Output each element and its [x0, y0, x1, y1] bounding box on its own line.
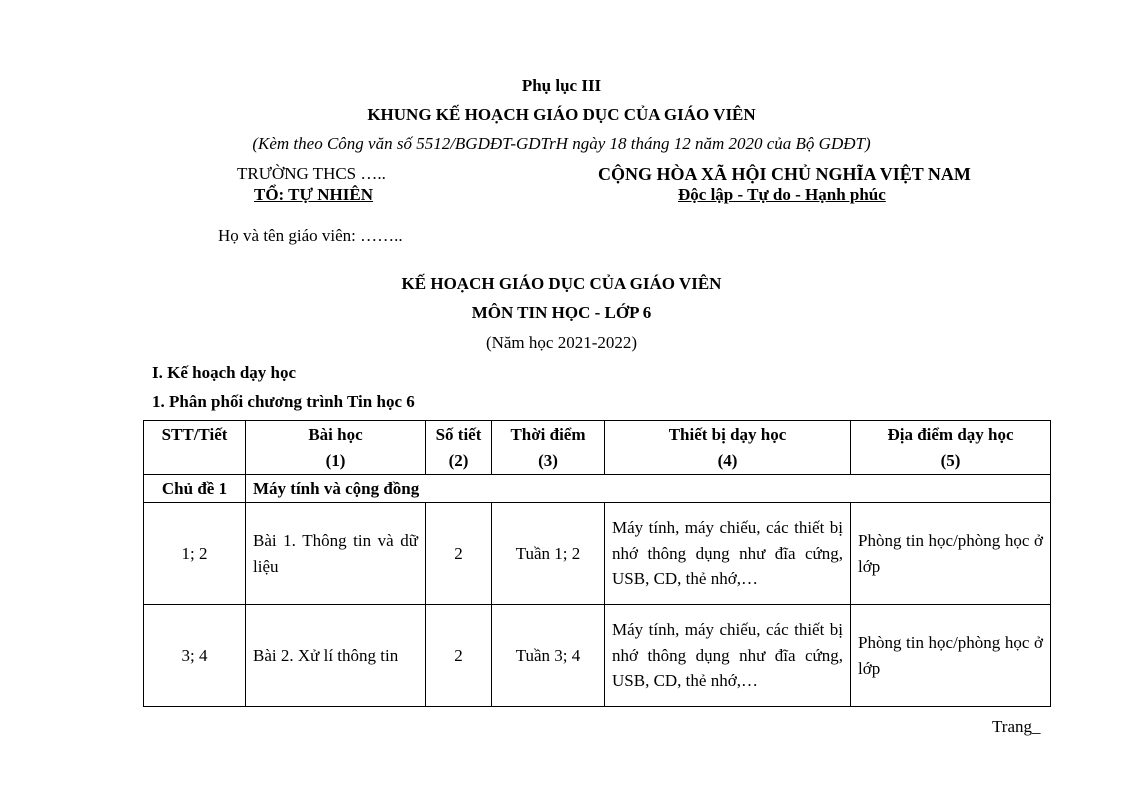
section-heading: I. Kế hoạch dạy học	[152, 363, 297, 382]
table-row	[144, 605, 1051, 707]
curriculum-table	[143, 420, 1051, 707]
topic-label: Chủ đề 1	[144, 475, 246, 503]
cell-time: Tuần 1; 2	[492, 503, 605, 605]
attached-note: (Kèm theo Công văn số 5512/BGDĐT-GDTrH ngày 18 tháng 12 năm 2020 của Bộ GDĐT)	[252, 134, 871, 153]
frame-title: KHUNG KẾ HOẠCH GIÁO DỤC CỦA GIÁO VIÊN	[367, 105, 756, 124]
school-name: TRƯỜNG THCS …..	[237, 164, 386, 183]
header-time	[492, 421, 605, 475]
cell-location: Phòng tin học/phòng học ở lớp	[851, 503, 1051, 605]
page-number-label: Trang_	[992, 717, 1041, 736]
plan-year: (Năm học 2021-2022)	[485, 333, 638, 352]
header-label: Thiết bị dạy học	[668, 425, 787, 444]
header-label: Địa điểm dạy học	[887, 425, 1014, 444]
cell-periods: 2	[426, 503, 492, 605]
teacher-name-line: Họ và tên giáo viên: ……..	[218, 226, 403, 245]
table-header-row	[144, 421, 1051, 475]
appendix-label: Phụ lục III	[521, 76, 602, 95]
cell-equipment: Máy tính, máy chiếu, các thiết bị nhớ thông dụng như đĩa cứng, USB, CD, thẻ nhớ,…	[605, 503, 851, 605]
topic-name: Máy tính và cộng đồng	[246, 475, 1051, 503]
cell-time: Tuần 3; 4	[492, 605, 605, 707]
table-row	[144, 503, 1051, 605]
cell-location: Phòng tin học/phòng học ở lớp	[851, 605, 1051, 707]
subsection-heading: 1. Phân phối chương trình Tin học 6	[152, 392, 415, 411]
header-number: (5)	[940, 450, 961, 470]
cell-periods: 2	[426, 605, 492, 707]
header-periods	[426, 421, 492, 475]
cell-stt: 1; 2	[144, 503, 246, 605]
cell-lesson: Bài 1. Thông tin và dữ liệu	[246, 503, 426, 605]
header-label: Thời điểm	[510, 425, 586, 444]
header-stt	[144, 421, 246, 475]
header-label: STT/Tiết	[161, 425, 228, 444]
cell-equipment: Máy tính, máy chiếu, các thiết bị nhớ thông dụng như đĩa cứng, USB, CD, thẻ nhớ,…	[605, 605, 851, 707]
header-location	[851, 421, 1051, 475]
header-lesson	[246, 421, 426, 475]
header-number: (3)	[538, 450, 558, 470]
plan-title: KẾ HOẠCH GIÁO DỤC CỦA GIÁO VIÊN	[401, 274, 722, 293]
plan-subject: MÔN TIN HỌC - LỚP 6	[471, 303, 652, 322]
header-number: (1)	[325, 450, 346, 470]
nation-title: CỘNG HÒA XÃ HỘI CHỦ NGHĨA VIỆT NAM	[598, 164, 971, 184]
cell-lesson: Bài 2. Xử lí thông tin	[246, 605, 426, 707]
cell-stt: 3; 4	[144, 605, 246, 707]
nation-motto: Độc lập - Tự do - Hạnh phúc	[678, 185, 886, 204]
header-equipment	[605, 421, 851, 475]
header-label: Số tiết	[435, 425, 482, 444]
topic-row	[144, 475, 1051, 503]
header-number	[151, 448, 238, 473]
header-label: Bài học	[308, 425, 363, 444]
school-group: TỔ: TỰ NHIÊN	[254, 185, 374, 204]
header-number: (4)	[717, 450, 738, 470]
header-number: (2)	[448, 450, 469, 470]
